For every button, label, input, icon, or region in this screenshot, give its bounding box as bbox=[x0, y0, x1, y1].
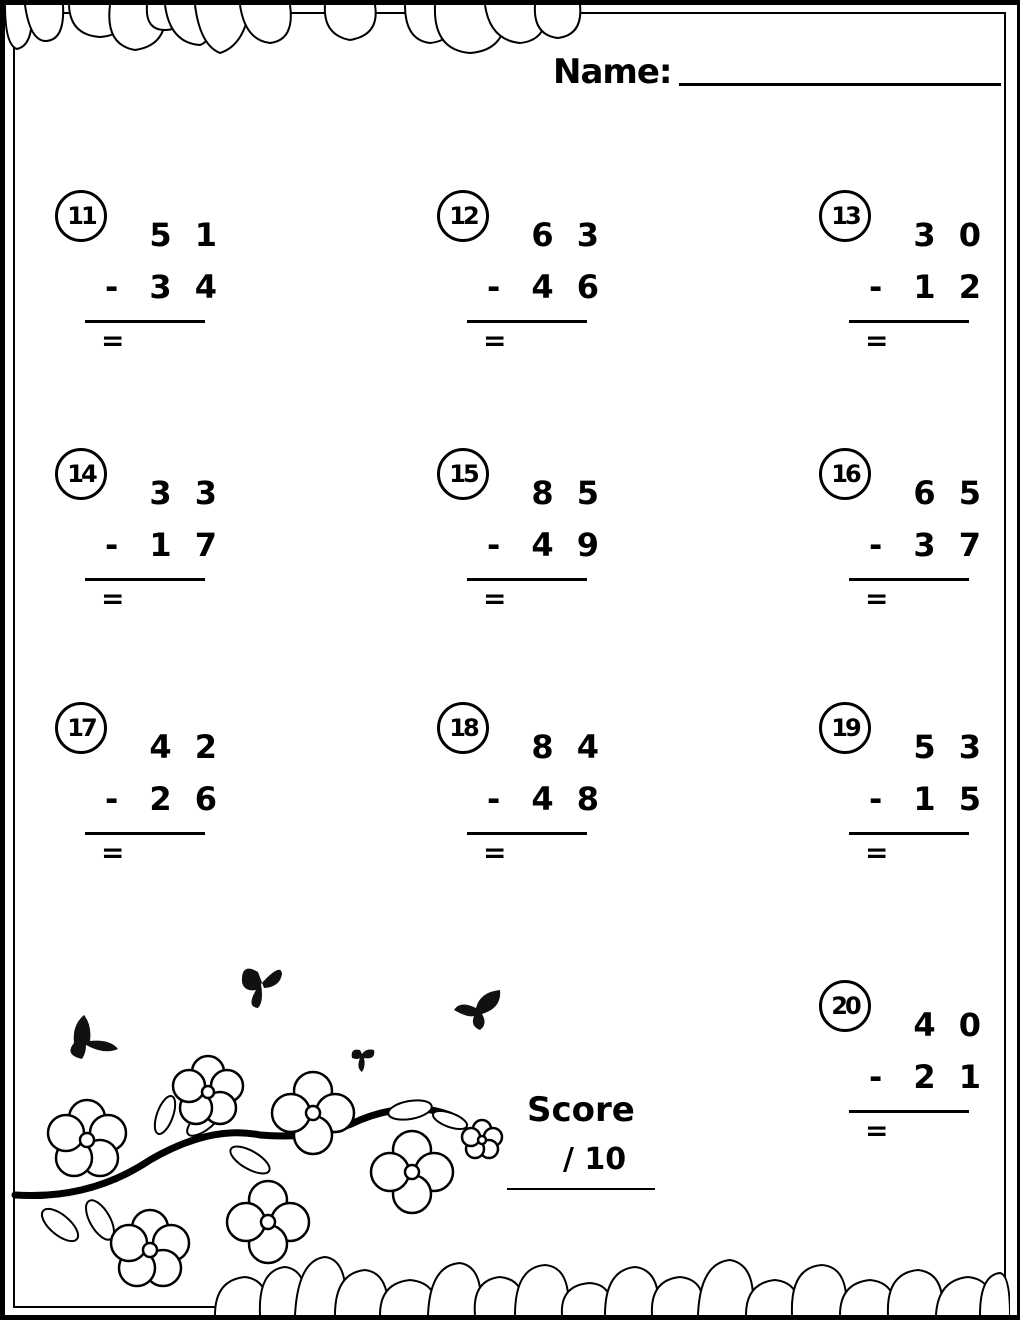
subtrahend: 2 1 bbox=[913, 1058, 987, 1096]
problem-number-badge: 15 bbox=[437, 448, 489, 500]
minuend: 5 1 bbox=[149, 216, 223, 254]
minuend: 8 4 bbox=[531, 728, 605, 766]
problem-11 bbox=[55, 190, 225, 370]
minus-sign: - bbox=[105, 268, 119, 306]
problem-number-badge: 16 bbox=[819, 448, 871, 500]
name-label: Name: bbox=[553, 52, 672, 92]
subtrahend: 3 7 bbox=[913, 526, 987, 564]
answer-equals[interactable]: = bbox=[101, 836, 125, 869]
problem-number-badge: 20 bbox=[819, 980, 871, 1032]
problem-number-badge: 14 bbox=[55, 448, 107, 500]
flowering-branch-icon bbox=[10, 1040, 510, 1290]
answer-equals[interactable]: = bbox=[865, 1114, 889, 1147]
answer-rule bbox=[849, 578, 969, 581]
answer-rule bbox=[85, 578, 205, 581]
problem-14 bbox=[55, 448, 225, 628]
minuend: 3 3 bbox=[149, 474, 223, 512]
answer-equals[interactable]: = bbox=[483, 582, 507, 615]
minus-sign: - bbox=[869, 780, 883, 818]
score-blank-line[interactable] bbox=[507, 1188, 655, 1190]
minus-sign: - bbox=[105, 526, 119, 564]
score-total: / 10 bbox=[563, 1142, 627, 1177]
answer-rule bbox=[467, 320, 587, 323]
subtrahend: 4 9 bbox=[531, 526, 605, 564]
problem-number-badge: 19 bbox=[819, 702, 871, 754]
problem-18 bbox=[437, 702, 607, 882]
problem-number-badge: 12 bbox=[437, 190, 489, 242]
answer-rule bbox=[467, 578, 587, 581]
answer-equals[interactable]: = bbox=[865, 582, 889, 615]
minuend: 6 5 bbox=[913, 474, 987, 512]
problem-20 bbox=[819, 980, 989, 1160]
answer-rule bbox=[467, 832, 587, 835]
minuend: 4 2 bbox=[149, 728, 223, 766]
answer-equals[interactable]: = bbox=[865, 836, 889, 869]
answer-rule bbox=[849, 832, 969, 835]
name-field[interactable] bbox=[553, 52, 1001, 92]
problem-13 bbox=[819, 190, 989, 370]
butterfly-icon bbox=[236, 962, 286, 1012]
answer-rule bbox=[849, 320, 969, 323]
answer-equals[interactable]: = bbox=[101, 324, 125, 357]
minus-sign: - bbox=[869, 1058, 883, 1096]
answer-equals[interactable]: = bbox=[865, 324, 889, 357]
butterfly-icon bbox=[64, 1015, 120, 1065]
problem-number-badge: 13 bbox=[819, 190, 871, 242]
answer-equals[interactable]: = bbox=[483, 836, 507, 869]
problem-12 bbox=[437, 190, 607, 370]
minus-sign: - bbox=[487, 268, 501, 306]
minuend: 4 0 bbox=[913, 1006, 987, 1044]
problem-16 bbox=[819, 448, 989, 628]
answer-rule bbox=[849, 1110, 969, 1113]
minus-sign: - bbox=[487, 780, 501, 818]
subtrahend: 1 7 bbox=[149, 526, 223, 564]
minus-sign: - bbox=[105, 780, 119, 818]
butterfly-icon bbox=[450, 988, 506, 1032]
subtrahend: 4 8 bbox=[531, 780, 605, 818]
answer-equals[interactable]: = bbox=[101, 582, 125, 615]
problem-number-badge: 11 bbox=[55, 190, 107, 242]
flower-border-top-icon bbox=[5, 5, 585, 55]
name-blank-line[interactable] bbox=[679, 83, 1001, 86]
subtrahend: 1 2 bbox=[913, 268, 987, 306]
problem-17 bbox=[55, 702, 225, 882]
subtrahend: 1 5 bbox=[913, 780, 987, 818]
answer-rule bbox=[85, 832, 205, 835]
problem-number-badge: 17 bbox=[55, 702, 107, 754]
problem-number-badge: 18 bbox=[437, 702, 489, 754]
minus-sign: - bbox=[869, 526, 883, 564]
subtrahend: 2 6 bbox=[149, 780, 223, 818]
minus-sign: - bbox=[869, 268, 883, 306]
problem-19 bbox=[819, 702, 989, 882]
problem-15 bbox=[437, 448, 607, 628]
minuend: 8 5 bbox=[531, 474, 605, 512]
subtrahend: 3 4 bbox=[149, 268, 223, 306]
minuend: 5 3 bbox=[913, 728, 987, 766]
subtrahend: 4 6 bbox=[531, 268, 605, 306]
score-label: Score bbox=[527, 1090, 635, 1130]
minus-sign: - bbox=[487, 526, 501, 564]
butterfly-icon bbox=[346, 1044, 378, 1076]
minuend: 6 3 bbox=[531, 216, 605, 254]
answer-equals[interactable]: = bbox=[483, 324, 507, 357]
answer-rule bbox=[85, 320, 205, 323]
minuend: 3 0 bbox=[913, 216, 987, 254]
